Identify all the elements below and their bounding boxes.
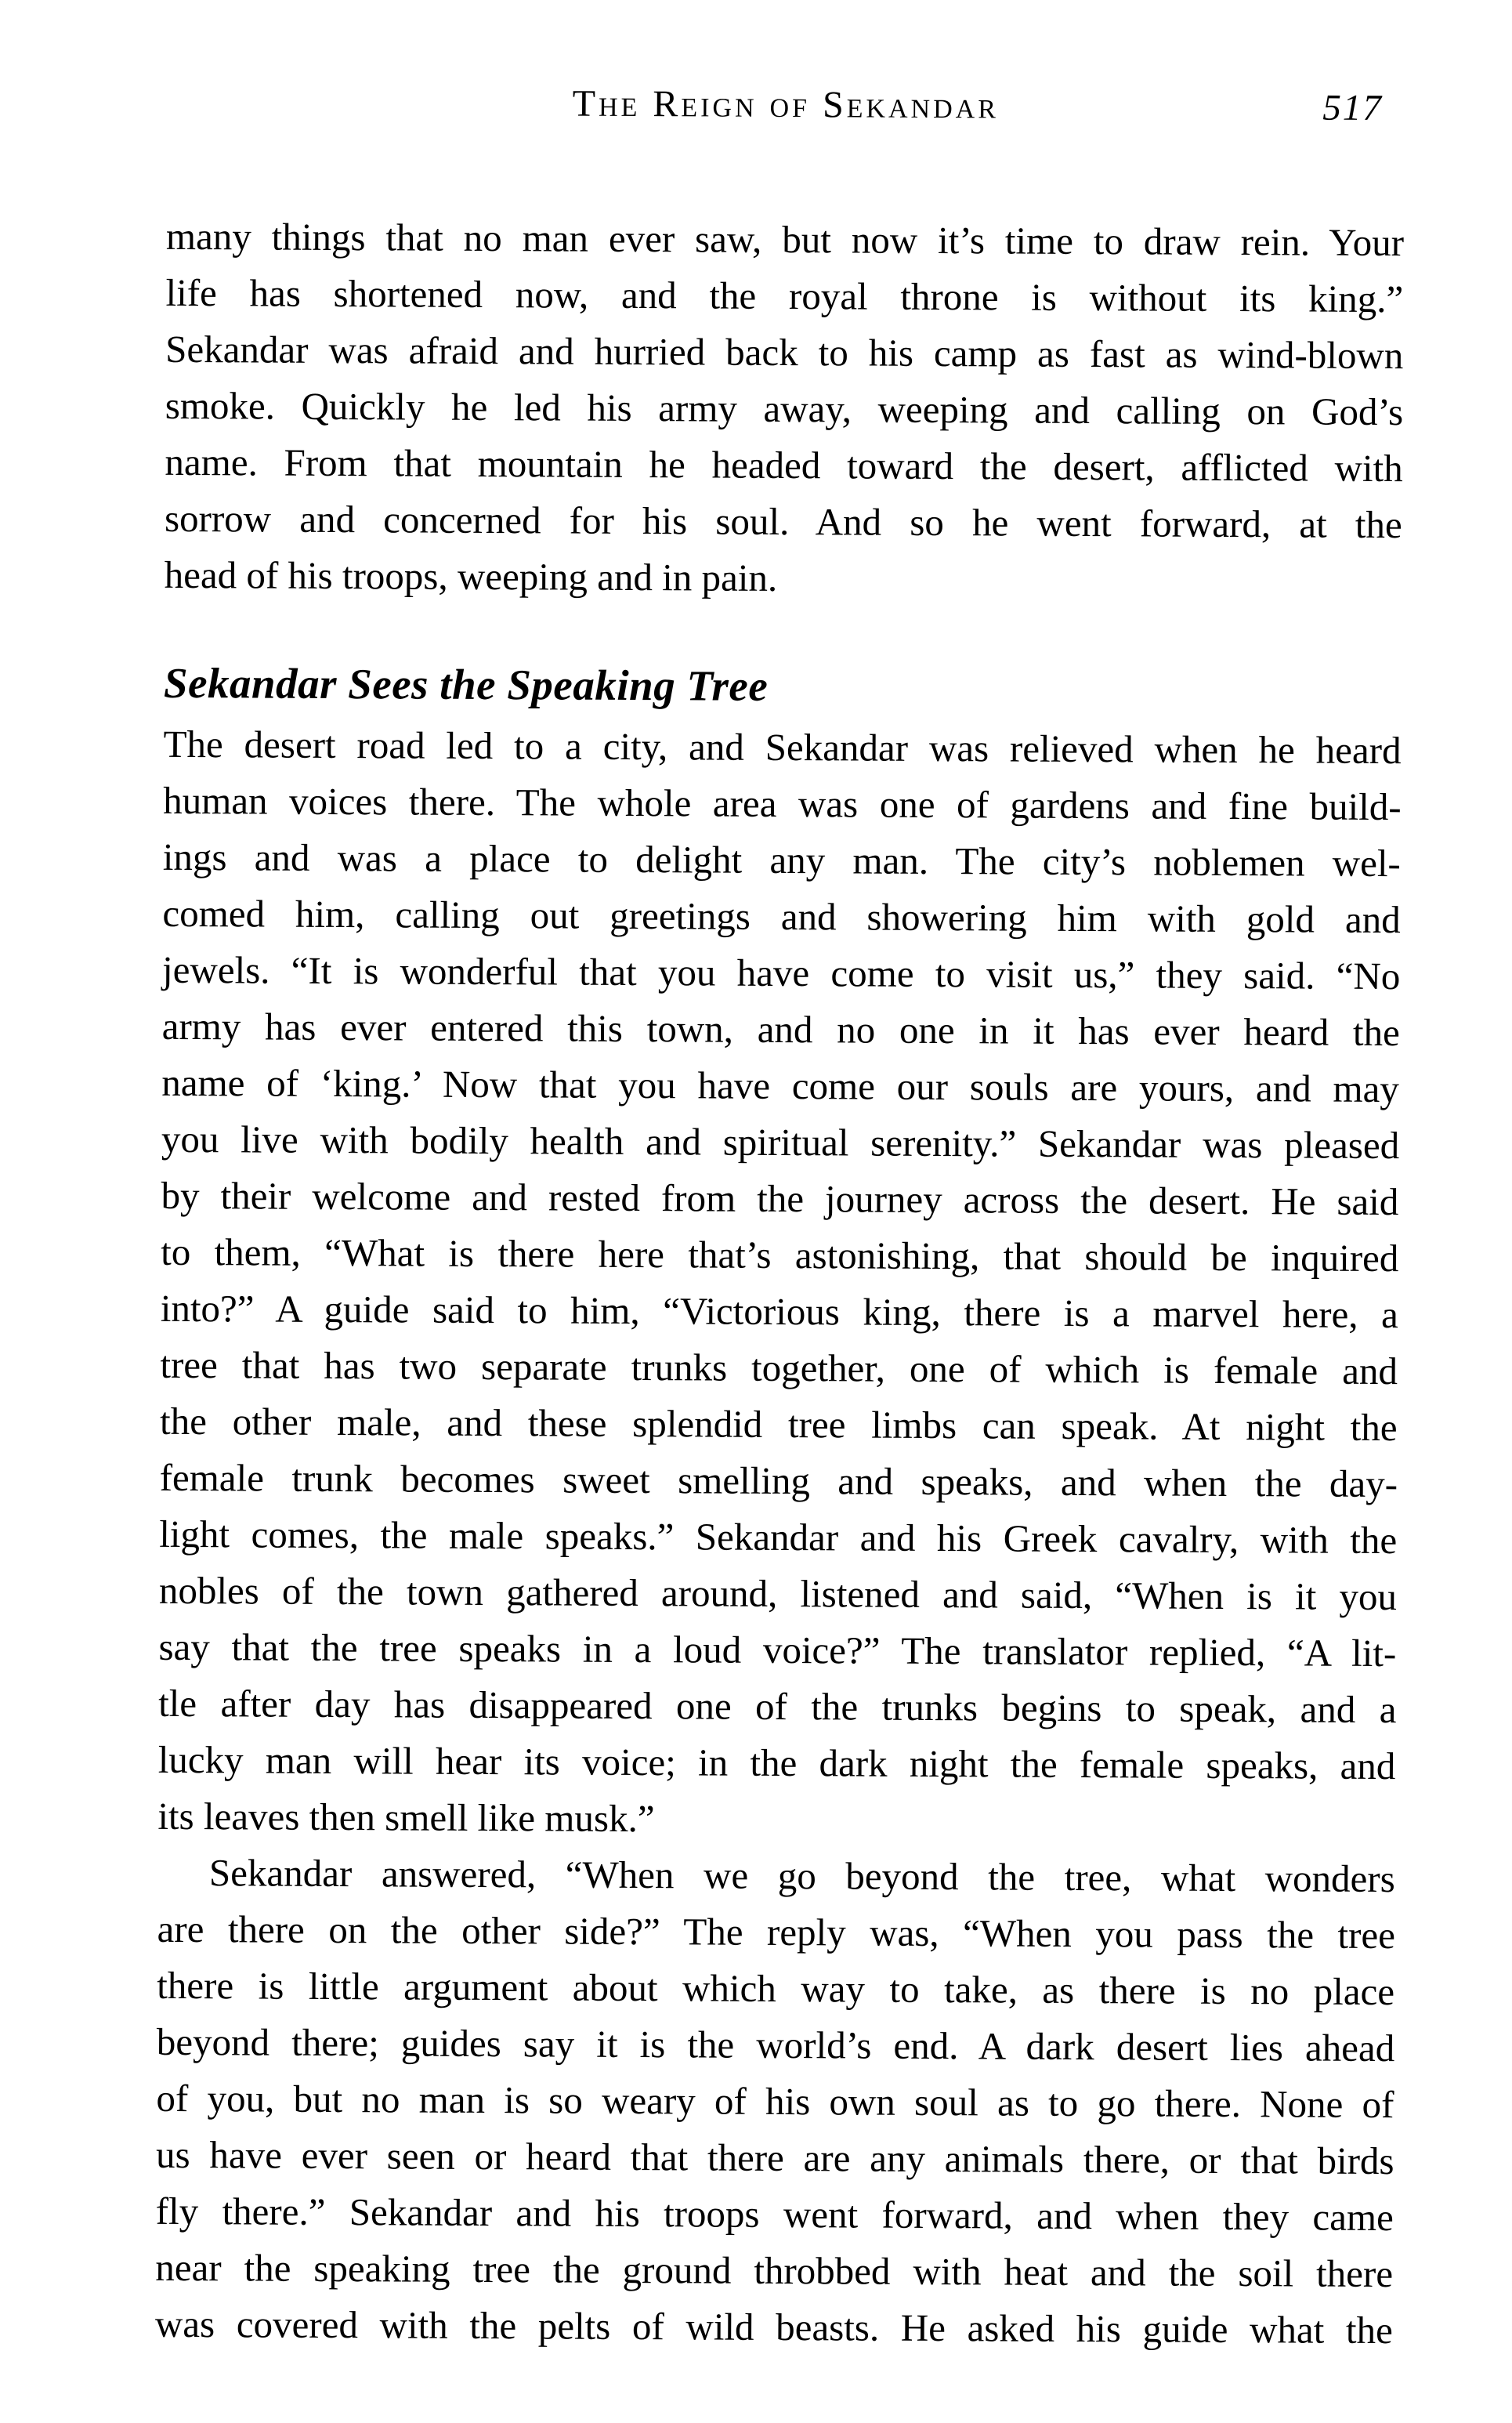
text-line-content: name of ‘king.’ Now that you have come our souls are yours, and may (161, 1060, 1399, 1111)
text-line-content: the other male, and these splendid tree limbs can speak. At night the (159, 1399, 1398, 1450)
text-line (165, 378, 1403, 440)
text-line-content: fly there.” Sekandar and his troops went forward, and when they came (155, 2189, 1394, 2240)
text-line-content: army has ever entered this town, and no one in it has ever heard the (161, 1004, 1400, 1055)
text-line (155, 2240, 1393, 2302)
text-line-content: us have ever seen or heard that there are any animals there, or that birds (155, 2132, 1394, 2183)
text-line-content: by their welcome and rested from the journey across the desert. He said (161, 1173, 1399, 1224)
text-line-content: its leaves then smell like musk.” (157, 1794, 655, 1841)
text-line (162, 886, 1400, 948)
text-line-content: nobles of the town gathered around, listened and said, “When is it you (158, 1568, 1398, 1619)
text-line (161, 1111, 1399, 1174)
text-line (159, 1506, 1397, 1569)
text-line (159, 1450, 1397, 1512)
text-line-content: sorrow and concerned for his soul. And so he went forward, at the (164, 496, 1402, 547)
text-line-content: to them, “What is there here that’s astonishing, that should be inquired (161, 1230, 1399, 1280)
text-line-content: life has shortened now, and the royal throne is without its king.” (165, 270, 1404, 321)
text-line (159, 1563, 1397, 1625)
text-line (161, 1224, 1398, 1287)
text-line (160, 1337, 1398, 1400)
text-line-content: ings and was a place to delight any man. The city’s noblemen wel- (162, 835, 1401, 886)
text-line-content: jewels. “It is wonderful that you have come to visit us,” they said. “No (161, 947, 1401, 998)
text-line-content: say that the tree speaks in a loud voice?” The translator replied, “A lit- (158, 1624, 1397, 1675)
running-header (167, 78, 1405, 132)
text-line-content: many things that no man ever saw, but now it’s time to draw rein. Your (165, 214, 1405, 265)
text-line-content: are there on the other side?” The reply was, “When you pass the tree (157, 1907, 1396, 1958)
page-number: 517 (1322, 87, 1383, 129)
text-line-content: female trunk becomes sweet smelling and speaks, and when the day- (159, 1455, 1398, 1506)
text-line-content: tree that has two separate trunks together, one of which is female and (160, 1342, 1398, 1393)
text-line (158, 1619, 1396, 1682)
text-line (157, 1901, 1394, 1964)
text-line (156, 2127, 1394, 2189)
text-line-content: of you, but no man is so weary of his own soul as to go there. None of (156, 2076, 1394, 2127)
text-line (165, 547, 1402, 610)
text-line (165, 265, 1403, 328)
text-line-content: near the speaking tree the ground throbbed with heat and the soil there (155, 2245, 1394, 2296)
text-line (158, 1732, 1396, 1795)
text-line (161, 998, 1399, 1061)
text-line (157, 2014, 1394, 2077)
paragraph-2 (157, 716, 1402, 1851)
text-line (156, 2070, 1394, 2133)
text-line-content: Sekandar was afraid and hurried back to his camp as fast as wind-blown (165, 327, 1404, 378)
text-line-content: light comes, the male speaks.” Sekandar and his Greek cavalry, with the (159, 1512, 1398, 1563)
text-line-content: human voices there. The whole area was one of gardens and fine build- (163, 778, 1402, 829)
text-line-content: tle after day has disappeared one of the trunks begins to speak, and a (158, 1681, 1397, 1732)
text-line-content: Sekandar answered, “When we go beyond the tree, what wonders (208, 1851, 1395, 1901)
text-line (161, 1280, 1398, 1343)
text-line (166, 208, 1404, 271)
text-line (155, 2296, 1393, 2359)
paragraph-3 (155, 1845, 1395, 2359)
text-line-content: was covered with the pelts of wild beasts. He asked his guide what the (154, 2302, 1393, 2352)
text-line (161, 1055, 1399, 1117)
text-line (163, 829, 1401, 892)
page-title: The Reign of Sekandar (572, 82, 1000, 127)
text-line (160, 1393, 1398, 1456)
text-line-content: into?” A guide said to him, “Victorious king, there is a marvel here, a (160, 1286, 1399, 1337)
text-line (157, 1845, 1395, 1907)
text-line (157, 1958, 1394, 2020)
text-line (165, 491, 1402, 553)
paragraph-1 (165, 208, 1405, 610)
text-line-content: there is little argument about which way to take, as there is no place (157, 1963, 1395, 2014)
text-line (162, 942, 1400, 1005)
text-line-content: lucky man will hear its voice; in the dark night the female speaks, and (157, 1737, 1396, 1788)
text-line-content: beyond there; guides say it is the world’s end. A dark desert lies ahead (156, 2019, 1395, 2070)
text-line (163, 773, 1401, 835)
text-line (165, 434, 1402, 497)
text-line-content: comed him, calling out greetings and showering him with gold and (162, 891, 1401, 942)
text-line (161, 1168, 1398, 1230)
text-line-content: The desert road led to a city, and Sekandar was relieved when he heard (163, 722, 1402, 773)
text-line (157, 1788, 1395, 1851)
text-line-content: you live with bodily health and spiritual serenity.” Sekandar was pleased (161, 1117, 1400, 1168)
text-column (155, 78, 1405, 2359)
text-line (158, 1675, 1396, 1738)
text-line (163, 716, 1401, 779)
text-line (165, 321, 1403, 384)
text-line-content: head of his troops, weeping and in pain. (164, 552, 778, 599)
text-line (156, 2183, 1394, 2246)
section-heading: Sekandar Sees the Speaking Tree (163, 658, 769, 710)
text-line-content: smoke. Quickly he led his army away, weeping and calling on God’s (165, 383, 1404, 434)
text-line-content: name. From that mountain he headed toward the desert, afflicted with (165, 440, 1403, 491)
